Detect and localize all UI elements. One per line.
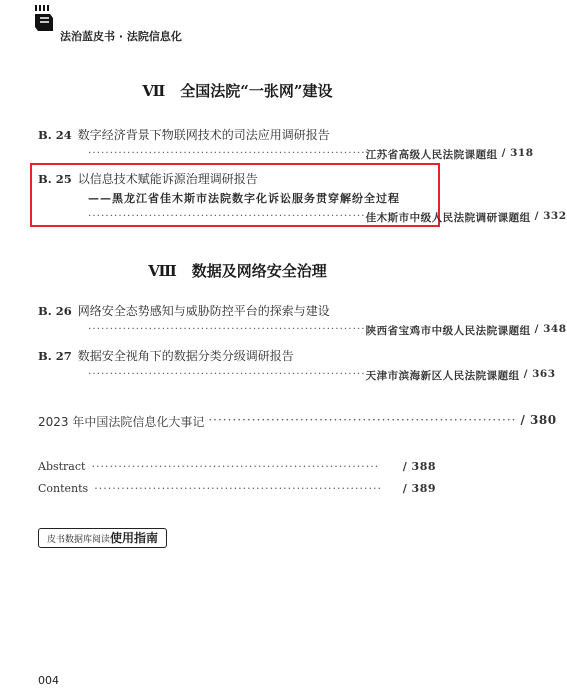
toc-entry-b26[interactable]	[38, 302, 330, 319]
entry-subtitle: ——黑龙江省佳木斯市法院数字化诉讼服务贯穿解纷全过程	[88, 192, 400, 205]
entry-title: Contents	[38, 482, 89, 495]
toc-entry-b25[interactable]	[38, 170, 258, 187]
entry-leader-line	[88, 147, 534, 162]
entry-leader-line	[88, 210, 567, 225]
dot-leader: ································································	[94, 482, 382, 495]
entry-number: B. 25	[38, 172, 72, 186]
entry-number: B. 27	[38, 349, 72, 363]
page-number: 004	[38, 674, 59, 687]
entry-page: / 388	[402, 460, 436, 473]
entry-page: / 389	[402, 482, 436, 495]
entry-page: / 380	[520, 413, 557, 427]
entry-author: 江苏省高级人民法院课题组	[365, 149, 498, 161]
entry-page: / 348	[534, 323, 567, 335]
entry-title: 数字经济背景下物联网技术的司法应用调研报告	[77, 128, 330, 142]
entry-author: 陕西省宝鸡市中级人民法院课题组	[365, 325, 531, 337]
entry-title: 以信息技术赋能诉源治理调研报告	[77, 172, 258, 186]
toc-entry-contents[interactable]	[38, 482, 436, 495]
entry-page: / 318	[501, 147, 534, 159]
entry-leader-line	[88, 368, 556, 383]
entry-title: Abstract	[38, 460, 86, 473]
entry-leader-line	[88, 323, 567, 338]
usage-guide-button[interactable]	[38, 528, 167, 548]
dot-leader: ································································	[91, 460, 380, 473]
dot-leader: ································································	[88, 323, 366, 335]
section-heading-viii: Ⅷ 数据及网络安全治理	[148, 262, 327, 280]
entry-number: B. 24	[38, 128, 72, 142]
dot-leader: ································································	[88, 147, 366, 159]
entry-author: 佳木斯市中级人民法院调研课题组	[365, 212, 531, 224]
series-title: 法治蓝皮书 · 法院信息化	[60, 30, 182, 43]
entry-author: 天津市滨海新区人民法院课题组	[365, 370, 520, 382]
entry-title: 网络安全态势感知与威胁防控平台的探索与建设	[77, 304, 330, 318]
toc-entry-b27[interactable]	[38, 347, 294, 364]
toc-entry-events[interactable]	[38, 413, 557, 430]
toc-entry-b24[interactable]	[38, 126, 330, 143]
guide-prefix: 皮书数据库阅读	[47, 535, 111, 545]
section-heading-vii: Ⅶ 全国法院“一张网”建设	[142, 82, 333, 100]
book-logo-icon	[34, 4, 54, 32]
dot-leader: ································································	[88, 210, 366, 222]
dot-leader: ································································	[88, 368, 366, 380]
entry-title: 数据安全视角下的数据分类分级调研报告	[77, 349, 294, 363]
entry-title: 2023 年中国法院信息化大事记	[38, 415, 205, 429]
dot-leader: ································································	[208, 413, 517, 427]
entry-page: / 332	[534, 210, 567, 222]
guide-main: 使用指南	[110, 531, 159, 545]
entry-page: / 363	[523, 368, 556, 380]
entry-number: B. 26	[38, 304, 72, 318]
toc-entry-abstract[interactable]	[38, 460, 436, 473]
